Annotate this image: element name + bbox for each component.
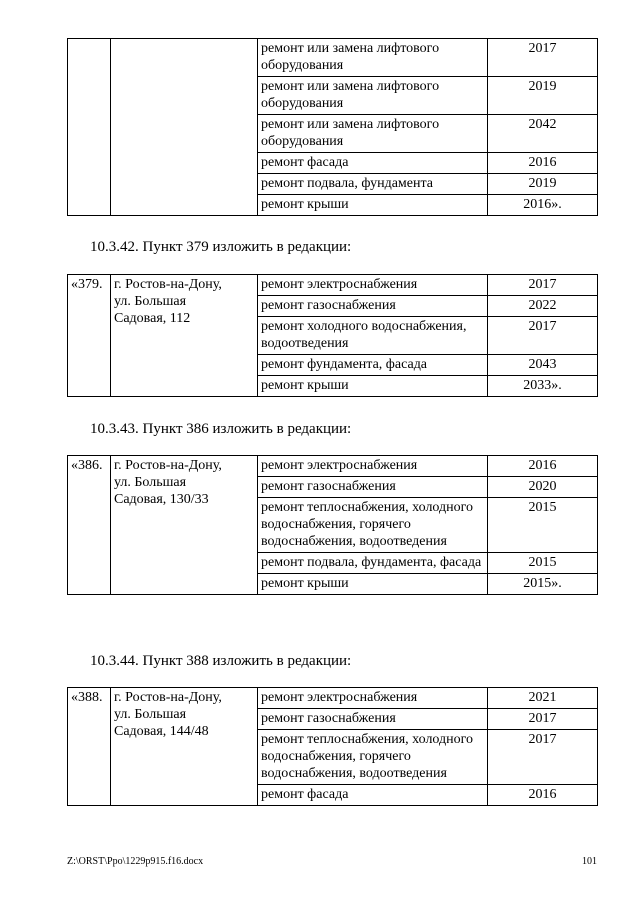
table-row <box>68 688 598 709</box>
year-cell: 2016 <box>488 785 598 806</box>
year-cell: 2015 <box>488 498 598 553</box>
work-cell: ремонт крыши <box>258 195 488 216</box>
year-cell: 2017 <box>488 709 598 730</box>
year-cell: 2017 <box>488 39 598 77</box>
number-cell <box>68 39 111 216</box>
year-cell: 2020 <box>488 477 598 498</box>
item-table <box>67 274 598 397</box>
work-cell: ремонт электроснабжения <box>258 688 488 709</box>
item-number: «388. <box>68 688 111 806</box>
item-table <box>67 455 598 595</box>
year-cell: 2019 <box>488 174 598 195</box>
year-cell: 2016». <box>488 195 598 216</box>
item-table <box>67 687 598 806</box>
work-cell: ремонт или замена лифтового оборудования <box>258 115 488 153</box>
footer-page-number: 101 <box>582 856 597 867</box>
year-cell: 2019 <box>488 77 598 115</box>
work-cell: ремонт газоснабжения <box>258 296 488 317</box>
work-cell: ремонт холодного водоснабжения, водоотведения <box>258 317 488 355</box>
year-cell: 2017 <box>488 317 598 355</box>
year-cell: 2017 <box>488 730 598 785</box>
footer-file-path: Z:\ORST\Ppo\1229p915.f16.docx <box>67 856 204 867</box>
year-cell: 2016 <box>488 456 598 477</box>
work-cell: ремонт крыши <box>258 574 488 595</box>
item-address: г. Ростов-на-Дону, ул. Большая Садовая, 130/33 <box>111 456 258 595</box>
year-cell: 2033». <box>488 376 598 397</box>
section-heading: 10.3.43. Пункт 386 изложить в редакции: <box>90 421 352 437</box>
year-cell: 2042 <box>488 115 598 153</box>
section-heading: 10.3.42. Пункт 379 изложить в редакции: <box>90 239 352 255</box>
year-cell: 2022 <box>488 296 598 317</box>
item-number: «379. <box>68 275 111 397</box>
table-row <box>68 275 598 296</box>
work-cell: ремонт электроснабжения <box>258 275 488 296</box>
work-cell: ремонт фасада <box>258 785 488 806</box>
work-cell: ремонт электроснабжения <box>258 456 488 477</box>
work-cell: ремонт теплоснабжения, холодного водоснабжения, горячего водоснабжения, водоотведения <box>258 730 488 785</box>
address-cell <box>111 39 258 216</box>
work-cell: ремонт или замена лифтового оборудования <box>258 39 488 77</box>
work-cell: ремонт газоснабжения <box>258 709 488 730</box>
work-cell: ремонт теплоснабжения, холодного водоснабжения, горячего водоснабжения, водоотведения <box>258 498 488 553</box>
section-heading: 10.3.44. Пункт 388 изложить в редакции: <box>90 653 352 669</box>
year-cell: 2021 <box>488 688 598 709</box>
work-cell: ремонт фундамента, фасада <box>258 355 488 376</box>
year-cell: 2015 <box>488 553 598 574</box>
item-address: г. Ростов-на-Дону, ул. Большая Садовая, 112 <box>111 275 258 397</box>
item-number: «386. <box>68 456 111 595</box>
item-address: г. Ростов-на-Дону, ул. Большая Садовая, 144/48 <box>111 688 258 806</box>
year-cell: 2043 <box>488 355 598 376</box>
work-cell: ремонт крыши <box>258 376 488 397</box>
year-cell: 2016 <box>488 153 598 174</box>
work-cell: ремонт подвала, фундамента, фасада <box>258 553 488 574</box>
work-cell: ремонт газоснабжения <box>258 477 488 498</box>
table-row <box>68 456 598 477</box>
year-cell: 2017 <box>488 275 598 296</box>
year-cell: 2015». <box>488 574 598 595</box>
work-cell: ремонт или замена лифтового оборудования <box>258 77 488 115</box>
work-cell: ремонт подвала, фундамента <box>258 174 488 195</box>
work-cell: ремонт фасада <box>258 153 488 174</box>
continuation-table <box>67 38 598 216</box>
table-row <box>68 39 598 77</box>
